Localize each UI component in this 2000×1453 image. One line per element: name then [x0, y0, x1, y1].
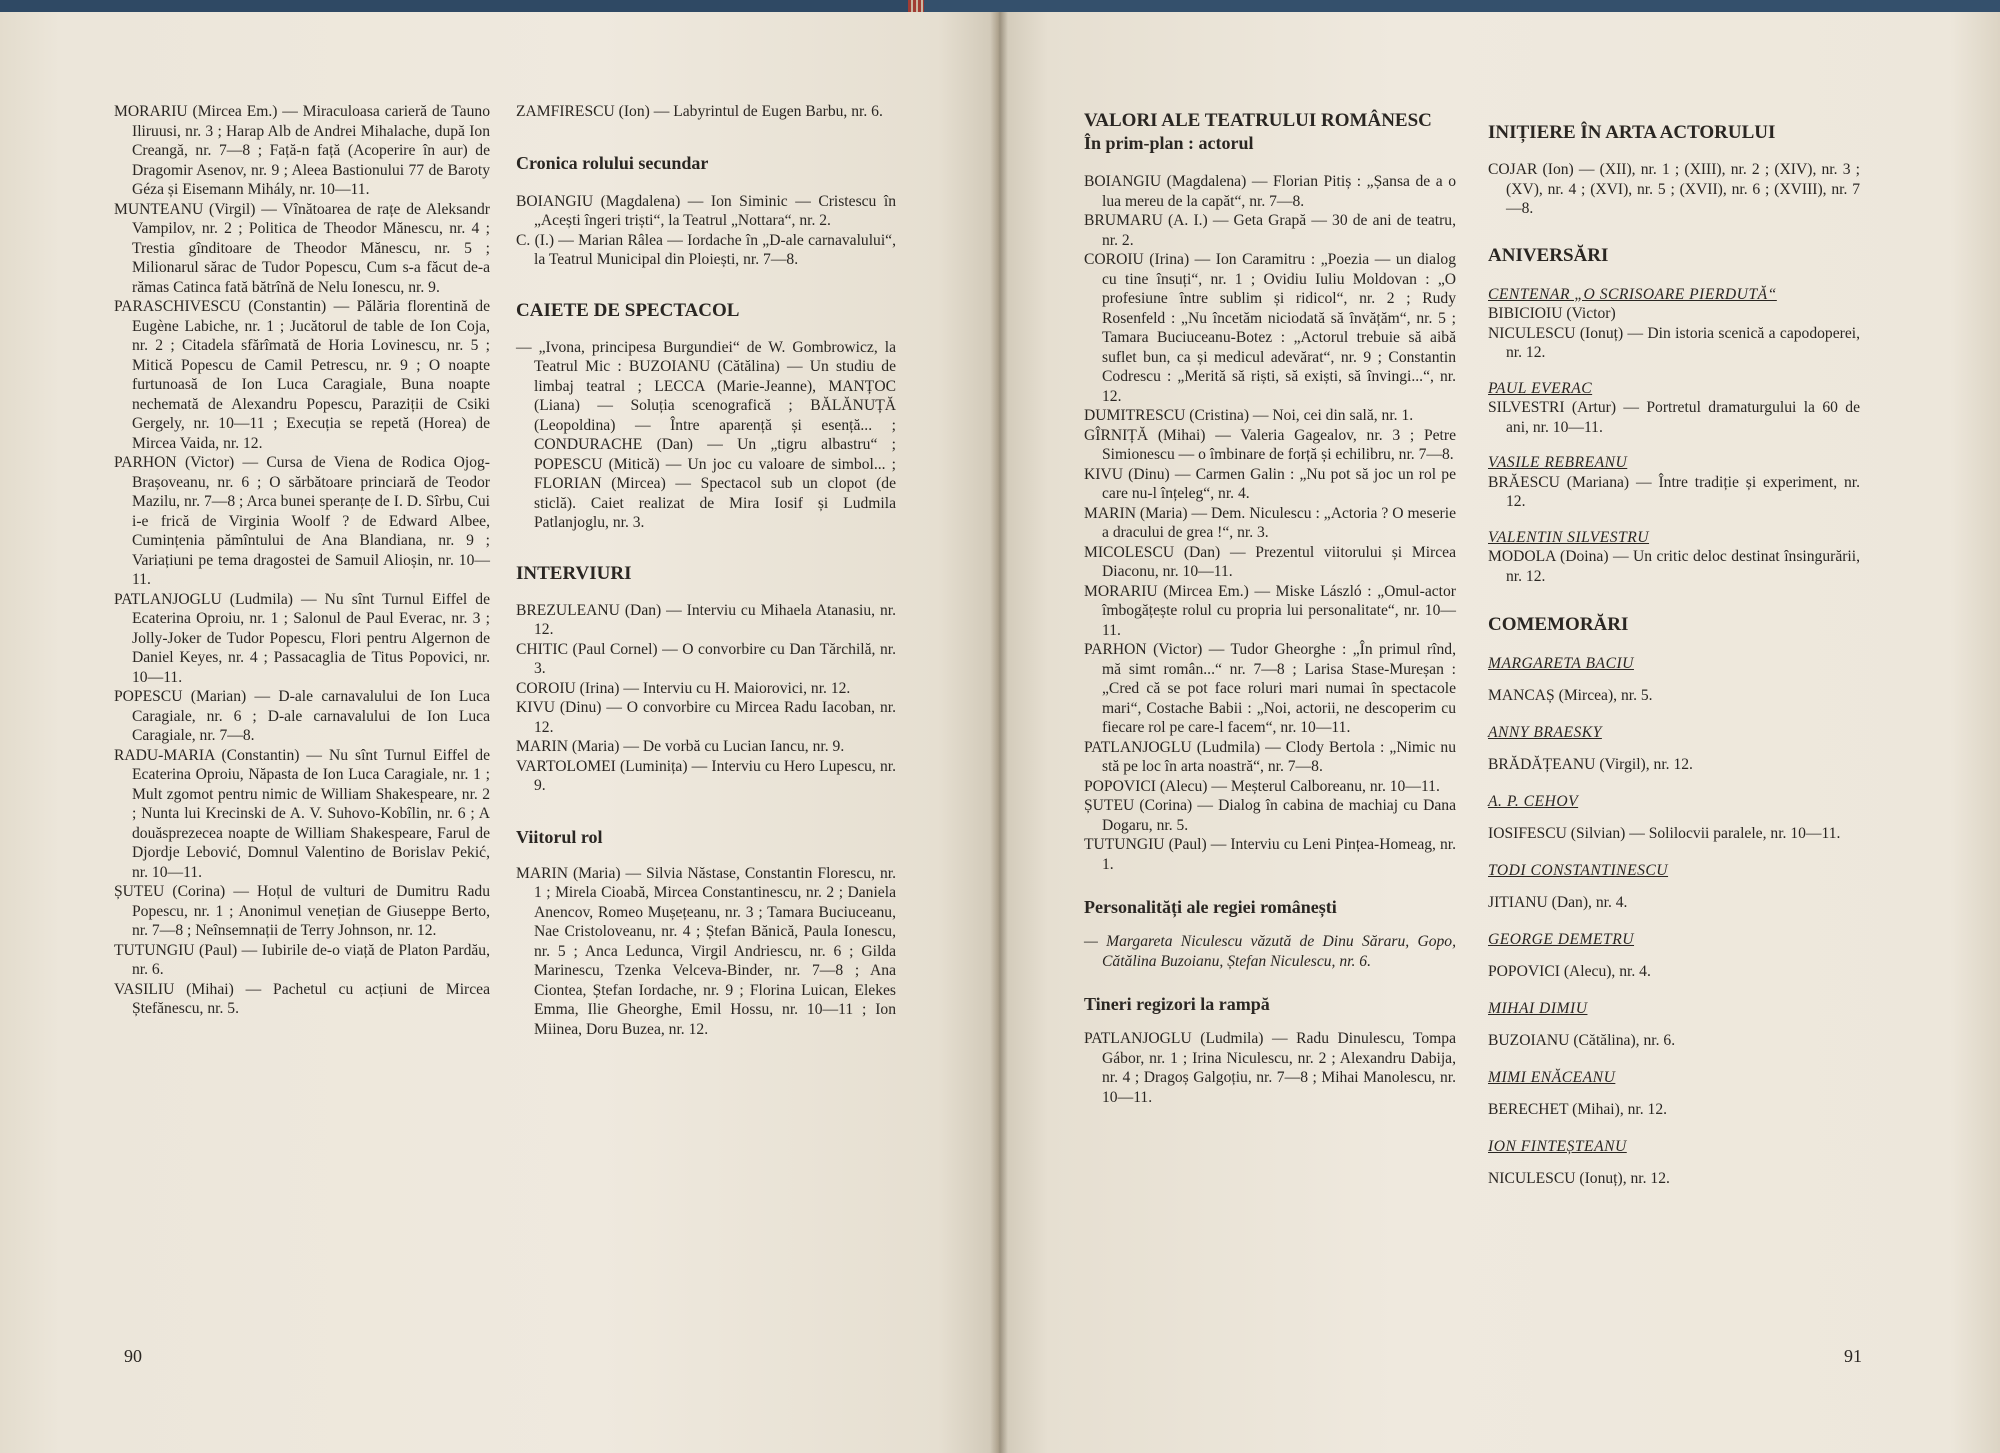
commemoration-heading: A. P. CEHOV — [1488, 793, 1579, 810]
section-subheading-prim-plan: În prim-plan : actorul — [1084, 133, 1254, 153]
index-entry: MICOLESCU (Dan) — Prezentul viitorului și Mircea Diaconu, nr. 10—11. — [1084, 543, 1456, 580]
index-entry: — „Ivona, principesa Burgundiei“ de W. Gombrowicz, la Teatrul Mic : BUZOIANU (Cătălina) — Un studiu de limbaj teatral ; LECCA (Marie-Jeanne), MANȚOC (Liana) — Soluția scenografică ; BĂLĂNUȚĂ (Leopoldina) — Între aparență și esență... ; CONDURACHE (Dan) — Un „tigru albastru“ ; POPESCU (Mitică) — Un joc cu valoare de simbol... ; FLORIAN (Mircea) — Spectacol sub un clopot (de sticlă). Caiet realizat de Mira Iosif și Ludmila Patlanjoglu, nr. 3. — [516, 338, 896, 531]
left-page — [0, 12, 998, 1453]
left-column-2 — [516, 102, 896, 1039]
section-heading-initiere: INIȚIERE ÎN ARTA ACTORULUI — [1488, 122, 1776, 143]
index-entry: GÎRNIȚĂ (Mihai) — Valeria Gagealov, nr. 3 ; Petre Simionescu — o îmbinare de forță și echilibru, nr. 7—8. — [1084, 426, 1456, 463]
section-heading-tineri: Tineri regizori la rampă — [1084, 994, 1270, 1014]
index-entry: JITIANU (Dan), nr. 4. — [1488, 893, 1628, 911]
section-heading-cronica: Cronica rolului secundar — [516, 152, 709, 173]
index-entry: BRĂDĂȚEANU (Virgil), nr. 12. — [1488, 755, 1693, 773]
section-heading-interviuri: INTERVIURI — [516, 562, 632, 584]
commemoration-heading: MIMI ENĂCEANU — [1488, 1069, 1616, 1086]
commemoration-heading: MIHAI DIMIU — [1488, 1000, 1588, 1017]
right-column-2 — [1488, 122, 1860, 1188]
commemoration-heading: ION FINTEȘTEANU — [1488, 1138, 1627, 1155]
index-entry: CHITIC (Paul Cornel) — O convorbire cu Dan Tărchilă, nr. 3. — [516, 640, 896, 677]
commemoration-heading: TODI CONSTANTINESCU — [1488, 862, 1669, 879]
index-entry: BIBICIOIU (Victor) — [1488, 305, 1616, 322]
index-entry: KIVU (Dinu) — Carmen Galin : „Nu pot să joc un rol pe care nu-l înțeleg“, nr. 4. — [1084, 465, 1456, 502]
left-column-1 — [114, 102, 490, 1019]
anniversary-heading: PAUL EVERAC — [1488, 379, 1593, 397]
index-entry: TUTUNGIU (Paul) — Iubirile de-o viață de Platon Pardău, nr. 6. — [114, 941, 490, 978]
index-entry: ZAMFIRESCU (Ion) — Labyrintul de Eugen Barbu, nr. 6. — [516, 103, 883, 120]
anniversary-heading: VALENTIN SILVESTRU — [1488, 528, 1650, 546]
index-entry: COJAR (Ion) — (XII), nr. 1 ; (XIII), nr. 2 ; (XIV), nr. 3 ; (XV), nr. 4 ; (XVI), nr. 5 ; (XVII), nr. 6 ; (XVIII), nr. 7—8. — [1488, 161, 1860, 217]
index-entry: PATLANJOGLU (Ludmila) — Clody Bertola : „Nimic nu stă pe loc în arta noastră“, nr. 7—8. — [1084, 738, 1456, 775]
index-entry: VASILIU (Mihai) — Pachetul cu acțiuni de Mircea Ștefănescu, nr. 5. — [114, 980, 490, 1017]
index-entry: SILVESTRI (Artur) — Portretul dramaturgului la 60 de ani, nr. 10—11. — [1488, 399, 1860, 436]
section-heading-comemorari: COMEMORĂRI — [1488, 614, 1629, 635]
index-entry: KIVU (Dinu) — O convorbire cu Mircea Radu Iacoban, nr. 12. — [516, 699, 896, 736]
index-entry: BRUMARU (A. I.) — Geta Grapă — 30 de ani de teatru, nr. 2. — [1084, 212, 1456, 249]
index-entry: PARHON (Victor) — Cursa de Viena de Rodica Ojog-Brașoveanu, nr. 6 ; O sărbătoare princiară de Teodor Mazilu, nr. 7—8 ; Arca bunei speranțe de I. D. Sîrbu, Cui i-e frică de Virginia Woolf ? de Edward Albee, Cumințenia pămîntului de Ana Blandiana, nr. 9 ; Variațiuni pe tema dragostei de Samuil Alioșin, nr. 10—11. — [114, 454, 490, 588]
bookmark-ribbon — [908, 0, 924, 12]
index-entry: BOIANGIU (Magdalena) — Ion Siminic — Cristescu în „Acești îngeri triști“, la Teatrul „Nottara“, nr. 2. — [516, 192, 896, 229]
index-entry: COROIU (Irina) — Ion Caramitru : „Poezia — un dialog cu tine însuți“, nr. 1 ; Ovidiu Iuliu Moldovan : „O profesiune între sublim și ridicol“, nr. 2 ; Rudy Rosenfeld : „Nu încetăm niciodată să învățăm“, nr. 5 ; Tamara Buciuceanu-Botez : „Actorul trebuie să aibă suflet bun, ca și medicul adevărat“, nr. 9 ; Constantin Codrescu : „Merită să riști, să exiști, să învingi...“, nr. 12. — [1084, 251, 1456, 405]
index-entry: MARIN (Maria) — Dem. Niculescu : „Actoria ? O meserie a dracului de grea !“, nr. 3. — [1084, 504, 1456, 541]
index-entry: BREZULEANU (Dan) — Interviu cu Mihaela Atanasiu, nr. 12. — [516, 601, 896, 638]
index-entry: ȘUTEU (Corina) — Dialog în cabina de machiaj cu Dana Dogaru, nr. 5. — [1084, 797, 1456, 834]
index-entry: PATLANJOGLU (Ludmila) — Radu Dinulescu, Tompa Gábor, nr. 1 ; Irina Niculescu, nr. 2 ; Alexandru Dabija, nr. 4 ; Dragoș Galgoțiu, nr. 7—8 ; Mihai Manolescu, nr. 10—11. — [1084, 1030, 1456, 1106]
index-entry: BERECHET (Mihai), nr. 12. — [1488, 1100, 1668, 1118]
commemoration-heading: MARGARETA BACIU — [1488, 655, 1634, 672]
index-entry: POPOVICI (Alecu) — Meșterul Calboreanu, nr. 10—11. — [1084, 777, 1440, 795]
book-gutter — [990, 12, 1008, 1453]
section-heading-personalitati: Personalități ale regiei românești — [1084, 897, 1337, 917]
section-heading-caiete: CAIETE DE SPECTACOL — [516, 299, 740, 321]
index-entry: MORARIU (Mircea Em.) — Miraculoasa carieră de Tauno Iliruusi, nr. 3 ; Harap Alb de Andrei Mihalache, după Ion Creangă, nr. 7—8 ; Față-n față (Acoperire în aur) de Dragomir Asenov, nr. 9 ; Aleea Bastionului 77 de Baroty Géza și Eisemann Mihály, nr. 10—11. — [114, 103, 490, 198]
index-entry: BUZOIANU (Cătălina), nr. 6. — [1488, 1031, 1676, 1049]
index-entry: RADU-MARIA (Constantin) — Nu sînt Turnul Eiffel de Ecaterina Oproiu, Năpasta de Ion Luca Caragiale, nr. 1 ; Mult zgomot pentru nimic de William Shakespeare, nr. 2 ; Nunta lui Krecinski de A. V. Suhovo-Kobîlin, nr. 6 ; A douăsprezecea noapte de William Shakespeare, Farul de Djordje Lebović, Domnul Valentino de Borislav Pekić, nr. 10—11. — [114, 746, 490, 881]
index-entry: VARTOLOMEI (Luminița) — Interviu cu Hero Lupescu, nr. 9. — [516, 757, 896, 794]
index-entry: MARIN (Maria) — Silvia Năstase, Constantin Florescu, nr. 1 ; Mirela Cioabă, Mircea Constantinescu, nr. 2 ; Daniela Anencov, Romeo Mușețeanu, nr. 3 ; Tamara Buciuceanu, Nae Cristoloveanu, nr. 4 ; Ștefan Bănică, Paula Ionescu, nr. 5 ; Anca Ledunca, Virgil Andriescu, nr. 6 ; Gilda Marinescu, Tzenka Velceva-Binder, nr. 7—8 ; Ana Ciontea, Ștefan Iordache, nr. 9 ; Florina Luican, Elekes Emma, Ilie Gheorghe, Emil Hossu, nr. 10—11 ; Ion Miinea, Doru Buzea, nr. 12. — [516, 864, 896, 1038]
index-entry: BOIANGIU (Magdalena) — Florian Pitiș : „Șansa de a o lua mereu de la capăt“, nr. 7—8. — [1084, 173, 1456, 210]
section-heading-valori: VALORI ALE TEATRULUI ROMÂNESC — [1084, 110, 1432, 131]
index-entry: ȘUTEU (Corina) — Hoțul de vulturi de Dumitru Radu Popescu, nr. 1 ; Anonimul venețian de Giuseppe Berto, nr. 7—8 ; Neînsemnații de Terry Johnson, nr. 12. — [114, 883, 490, 939]
index-entry: MODOLA (Doina) — Un critic deloc destinat însingurării, nr. 12. — [1488, 548, 1860, 585]
index-entry: MUNTEANU (Virgil) — Vînătoarea de rațe de Aleksandr Vampilov, nr. 2 ; Politica de Theodor Mănescu, nr. 4 ; Trestia gînditoare de Theodor Mănescu, nr. 5 ; Milionarul sărac de Tudor Popescu, Cum s-a făcut de-a rămas Catinca fată bătrînă de Nelu Ionescu, nr. 9. — [114, 200, 490, 296]
index-entry: PATLANJOGLU (Ludmila) — Nu sînt Turnul Eiffel de Ecaterina Oproiu, nr. 1 ; Salonul de Paul Everac, nr. 3 ; Jolly-Joker de Tudor Popescu, Flori pentru Algernon de Daniel Keyes, nr. 4 ; Passacaglia de Titus Popovici, nr. 10—11. — [114, 590, 490, 686]
index-entry: MORARIU (Mircea Em.) — Miske László : „Omul-actor îmbogățește rolul cu propria lui personalitate“, nr. 10—11. — [1084, 582, 1456, 639]
index-entry: MARIN (Maria) — De vorbă cu Lucian Iancu, nr. 9. — [516, 738, 845, 755]
anniversary-heading: CENTENAR „O SCRISOARE PIERDUTĂ“ — [1488, 285, 1777, 303]
index-entry: IOSIFESCU (Silvian) — Solilocvii paralele, nr. 10—11. — [1488, 824, 1841, 842]
index-entry: BRĂESCU (Mariana) — Între tradiție și experiment, nr. 12. — [1488, 473, 1860, 510]
index-entry: POPESCU (Marian) — D-ale carnavalului de Ion Luca Caragiale, nr. 6 ; D-ale carnavalului de Ion Luca Caragiale, nr. 7—8. — [114, 688, 490, 744]
index-entry: MANCAȘ (Mircea), nr. 5. — [1488, 686, 1653, 704]
right-page — [998, 12, 2000, 1453]
index-entry: COROIU (Irina) — Interviu cu H. Maiorovici, nr. 12. — [516, 679, 851, 697]
index-entry: TUTUNGIU (Paul) — Interviu cu Leni Pințea-Homeag, nr. 1. — [1084, 836, 1456, 873]
section-heading-aniversari: ANIVERSĂRI — [1488, 244, 1609, 266]
commemoration-heading: ANNY BRAESKY — [1488, 724, 1602, 741]
page-number-left: 90 — [124, 1346, 142, 1366]
index-entry: NICULESCU (Ionuț), nr. 12. — [1488, 1169, 1670, 1187]
section-heading-viitorul: Viitorul rol — [516, 826, 603, 847]
index-entry: — Margareta Niculescu văzută de Dinu Săraru, Gopo, Cătălina Buzoianu, Ștefan Niculescu, nr. 6. — [1084, 933, 1456, 970]
index-entry: PARHON (Victor) — Tudor Gheorghe : „În primul rînd, mă simt român...“ nr. 7—8 ; Larisa Stase-Mureșan : „Cred că se pot face roluri mari numai în spectacole mari“, Costache Babii : „Noi, actorii, ne descoperim cu fiecare rol pe care-l facem“, nr. 10—11. — [1084, 641, 1456, 736]
anniversary-heading: VASILE REBREANU — [1488, 454, 1628, 471]
index-entry: POPOVICI (Alecu), nr. 4. — [1488, 962, 1651, 980]
page-number-right: 91 — [1844, 1346, 1862, 1366]
right-column-1 — [1084, 110, 1456, 1107]
index-entry: PARASCHIVESCU (Constantin) — Pălăria florentină de Eugène Labiche, nr. 1 ; Jucătorul de table de Ion Coja, nr. 2 ; Citadela sfărîmată de Horia Lovinescu, nr. 5 ; Mitică Popescu de Camil Petrescu, nr. 9 ; O noapte furtunoasă de Ion Luca Caragiale, Buna noapte nechemată de Alexandru Popescu, Paraziții de Csiki Gergely, nr. 10—11 ; Execuția se repetă (Horea) de Mircea Vaida, nr. 12. — [114, 298, 490, 452]
index-entry: DUMITRESCU (Cristina) — Noi, cei din sală, nr. 1. — [1084, 407, 1414, 424]
index-entry: C. (I.) — Marian Râlea — Iordache în „D-ale carnavalului“, la Teatrul Municipal din Ploiești, nr. 7—8. — [516, 231, 896, 268]
commemoration-heading: GEORGE DEMETRU — [1488, 931, 1635, 948]
index-entry: NICULESCU (Ionuț) — Din istoria scenică a capodoperei, nr. 12. — [1488, 324, 1860, 361]
